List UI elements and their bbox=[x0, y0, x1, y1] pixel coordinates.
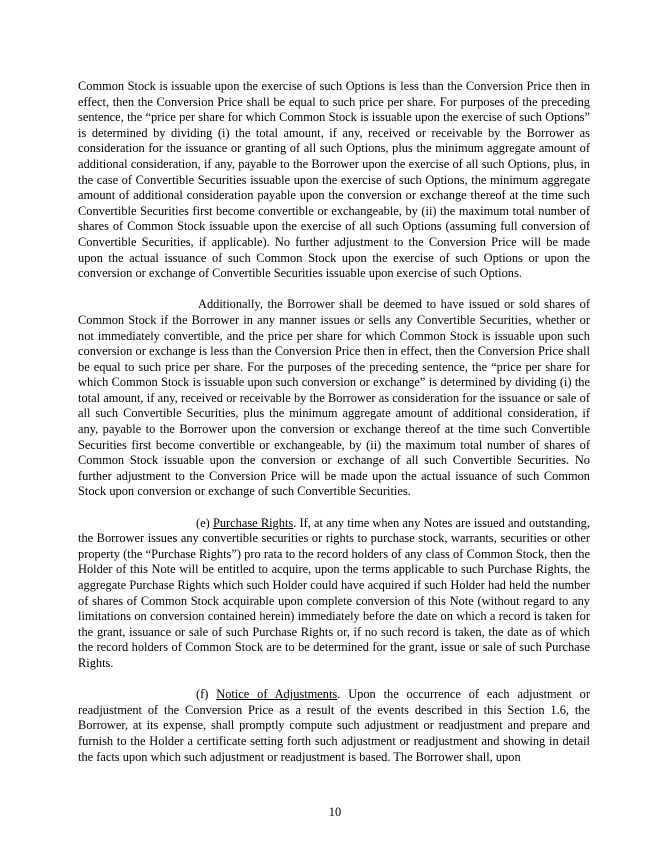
paragraph-purchase-rights-text: . If, at any time when any Notes are issued and outstanding, the Borrower issues any convertible securities or rights to purchase stock, warrants, securities or other property (the “Purchase Rights”) pro rata to the record holders of any class of Common Stock, then the Holder of this Note will be entitled to acquire, upon the terms applicable to such Purchase Rights, the aggregate Purchase Rights which such Holder could have acquired if such Holder had held the number of shares of Common Stock acquirable upon complete conversion of this Note (without regard to any limitations on conversion contained herein) immediately before the date on which a record is taken for the grant, issuance or sale of such Purchase Rights or, if no such record is taken, the date as of which the record holders of Common Stock are to be determined for the grant, issue or sale of such Purchase Rights. bbox=[78, 515, 590, 670]
paragraph-notice-of-adjustments bbox=[78, 687, 590, 765]
paragraph-convertible-securities bbox=[78, 297, 590, 500]
section-label: (f) bbox=[196, 687, 209, 702]
page-number: 10 bbox=[328, 805, 342, 819]
paragraph-purchase-rights bbox=[78, 516, 590, 672]
paragraph-notice-of-adjustments-text: . Upon the occurrence of each adjustment or readjustment of the Conversion Price as a result of the events described in this Section 1.6, the Borrower, at its expense, shall promptly compute such adjustment or readjustment and prepare and furnish to the Holder a certificate setting forth such adjustment or readjustment and showing in detail the facts upon which such adjustment or readjustment is based. The Borrower shall, upon bbox=[78, 687, 590, 764]
section-heading-notice-of-adjustments: Notice of Adjustments bbox=[216, 687, 338, 702]
document-body bbox=[78, 79, 590, 765]
section-heading-purchase-rights: Purchase Rights bbox=[212, 515, 294, 530]
section-label: (e) bbox=[196, 515, 210, 530]
paragraph-convertible-securities-text: Additionally, the Borrower shall be deemed to have issued or sold shares of Common Stock if the Borrower in any manner issues or sells any Convertible Securities, whether or not immediately convertible, and the price per share for which Common Stock is issuable upon such conversion or exchange is less than the Conversion Price then in effect, then the Conversion Price shall be equal to such price per share. For the purposes of the preceding sentence, the “price per share for which Common Stock is issuable upon such conversion or exchange” is determined by dividing (i) the total amount, if any, received or receivable by the Borrower as consideration for the issuance or sale of all such Convertible Securities, plus the minimum aggregate amount of additional consideration, if any, payable to the Borrower upon the conversion or exchange thereof at the time such Convertible Securities first become convertible or exchangeable, by (ii) the maximum total number of shares of Common Stock issuable upon the conversion or exchange of all such Convertible Securities. No further adjustment to the Conversion Price will be made upon the actual issuance of such Common Stock upon conversion or exchange of such Convertible Securities. bbox=[78, 297, 590, 499]
paragraph-options-price: Common Stock is issuable upon the exercise of such Options is less than the Conversion Price then in effect, then the Conversion Price shall be equal to such price per share. For purposes of the preceding sentence, the “price per share for which Common Stock is issuable upon the exercise of such Options” is determined by dividing (i) the total amount, if any, received or receivable by the Borrower as consideration for the issuance or granting of all such Options, plus the minimum aggregate amount of additional consideration, if any, payable to the Borrower upon the exercise of all such Options, plus, in the case of Convertible Securities issuable upon the exercise of such Options, the minimum aggregate amount of additional consideration payable upon the conversion or exchange thereof at the time such Convertible Securities first become convertible or exchangeable, by (ii) the maximum total number of shares of Common Stock issuable upon the exercise of all such Options (assuming full conversion of Convertible Securities, if applicable). No further adjustment to the Conversion Price will be made upon the actual issuance of such Common Stock upon the exercise of such Options or upon the conversion or exchange of Convertible Securities issuable upon exercise of such Options. bbox=[78, 79, 590, 281]
